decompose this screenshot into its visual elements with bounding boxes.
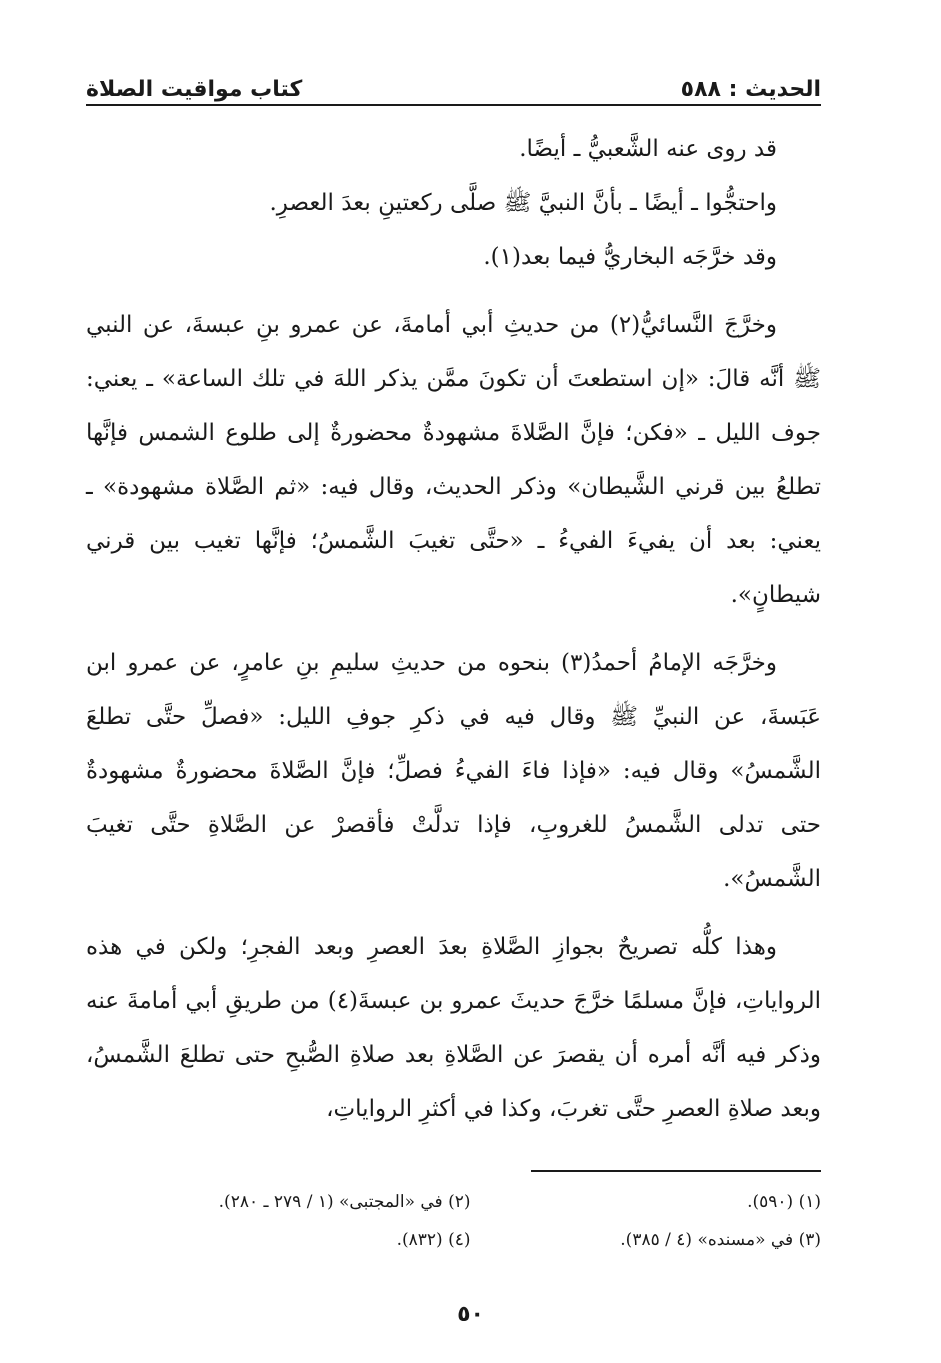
main-text [86, 122, 821, 1136]
hadith-number: الحديث : ٥٨٨ [680, 77, 821, 102]
paragraph-2: واحتجُّوا ـ أيضًا ـ بأنَّ النبيَّ ﷺ صلَّى ركعتينِ بعدَ العصرِ. [269, 190, 777, 216]
page-number: ٥٠ [457, 1302, 484, 1327]
footnotes [160, 1183, 821, 1259]
footnote-1: (١) (٥٩٠). [747, 1192, 821, 1212]
footnote-4: (٤) (٨٣٢). [396, 1230, 471, 1250]
paragraph-3: وقد خرَّجَه البخاريُّ فيما بعد(١). [483, 244, 777, 270]
header-divider [86, 104, 821, 106]
paragraph-6: وهذا كلُّه تصريحٌ بجوازِ الصَّلاةِ بعدَ العصرِ وبعد الفجرِ؛ ولكن في هذه الرواياتِ، فإنَّ مسلمًا خرَّجَ حديثَ عمرو بن عبسةَ(٤) من طريقِ أبي أمامةَ عنه وذكر فيه أنَّه أمره أن يقصرَ عن الصَّلاةِ بعد صلاةِ الصُّبحِ حتى تطلعَ الشَّمسُ، وبعد صلاةِ العصرِ حتَّى تغربَ، وكذا في أكثرِ الرواياتِ، [86, 934, 821, 1122]
book-title: كتاب مواقيت الصلاة [86, 77, 303, 102]
footnote-divider [531, 1170, 821, 1172]
paragraph-4: وخرَّجَ النَّسائيُّ(٢) من حديثِ أبي أمامةَ، عن عمرو بنِ عبسةَ، عن النبي ﷺ أنَّه قالَ: «إن استطعتَ أن تكونَ ممَّن يذكر اللهَ في تلك الساعة» ـ يعني: جوف الليل ـ «فكن؛ فإنَّ الصَّلاةَ مشهودةٌ محضورةٌ إلى طلوع الشمس فإنَّها تطلعُ بين قرني الشَّيطان» وذكر الحديث، وقال فيه: «ثم الصَّلاة مشهودة» ـ يعني: بعد أن يفيءَ الفيءُ ـ «حتَّى تغيبَ الشَّمسُ؛ فإنَّها تغيب بين قرني شيطانٍ». [86, 312, 821, 608]
paragraph-1: قد روى عنه الشَّعبيُّ ـ أيضًا. [519, 136, 777, 162]
footnote-2: (٢) في «المجتبى» (١ / ٢٧٩ ـ ٢٨٠). [218, 1192, 471, 1212]
footnote-3: (٣) في «مسنده» (٤ / ٣٨٥). [620, 1230, 821, 1250]
running-header [86, 62, 821, 102]
paragraph-5: وخرَّجَه الإمامُ أحمدُ(٣) بنحوه من حديثِ سليمِ بنِ عامرٍ، عن عمرو ابن عَبَسةَ، عن النبيِّ ﷺ وقال فيه في ذكرِ جوفِ الليل: «فصلِّ حتَّى تطلعَ الشَّمسُ» وقال فيه: «فإذا فاءَ الفيءُ فصلِّ؛ فإنَّ الصَّلاةَ محضورةٌ مشهودةٌ حتى تدلى الشَّمسُ للغروبِ، فإذا تدلَّتْ فأقصرْ عن الصَّلاةِ حتَّى تغيبَ الشَّمسُ». [86, 650, 821, 892]
